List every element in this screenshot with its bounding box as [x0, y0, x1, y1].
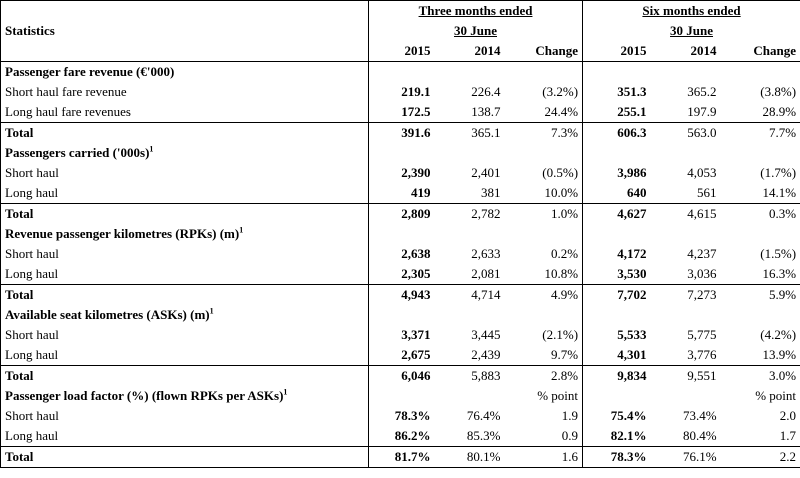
section-title-text: Passenger fare revenue (€'000)	[5, 64, 175, 79]
col-header-change: Change	[721, 41, 800, 62]
value-hc: 13.9%	[721, 345, 800, 366]
total-q14: 4,714	[435, 285, 505, 306]
empty-cell	[721, 143, 800, 163]
change-unit-note: % point	[537, 388, 579, 403]
total-row	[1, 123, 800, 144]
table-row	[1, 244, 800, 264]
total-q15: 4,943	[369, 285, 435, 306]
total-h15: 9,834	[583, 366, 651, 387]
empty-cell	[505, 224, 583, 244]
value-q15: 2,675	[369, 345, 435, 366]
three-months-header: Three months ended	[369, 1, 583, 22]
table-row	[1, 325, 800, 345]
value-h15: 4,301	[583, 345, 651, 366]
row-label: Short haul	[1, 163, 369, 183]
value-q14: 226.4	[471, 84, 501, 99]
value-hc: (1.5%)	[721, 244, 800, 264]
total-q15: 6,046	[369, 366, 435, 387]
value-hc: 2.0	[721, 406, 800, 426]
total-row	[1, 204, 800, 225]
total-label: Total	[1, 285, 369, 306]
value-q14: 138.7	[471, 104, 501, 119]
total-qc: 2.8%	[505, 366, 583, 387]
section-title-text: Passenger load factor (%) (flown RPKs per ASKs)	[5, 388, 284, 403]
col-header-2014: 2014	[474, 43, 501, 58]
empty-cell	[369, 224, 435, 244]
value-hc: (1.7%)	[721, 163, 800, 183]
total-hc: 0.3%	[721, 204, 800, 225]
section-title-text: Revenue passenger kilometres (RPKs) (m)	[5, 226, 240, 241]
total-label: Total	[1, 447, 369, 468]
value-h14: 561	[697, 185, 717, 200]
total-q15: 81.7%	[369, 447, 435, 468]
total-h15: 606.3	[583, 123, 651, 144]
table-row	[1, 163, 800, 183]
empty-cell	[435, 143, 505, 163]
total-q14: 80.1%	[435, 447, 505, 468]
empty-cell	[369, 386, 435, 406]
total-hc: 5.9%	[721, 285, 800, 306]
value-q14: 2,401	[471, 165, 501, 180]
section-title-row	[1, 62, 800, 83]
value-qc: 9.7%	[550, 347, 579, 362]
col-header-2015: 2015	[583, 41, 651, 62]
table-row	[1, 264, 800, 285]
section-title-row	[1, 224, 800, 244]
section-title-row	[1, 305, 800, 325]
empty-cell	[721, 305, 800, 325]
value-h15: 3,986	[583, 163, 651, 183]
row-label: Short haul fare revenue	[1, 82, 369, 102]
value-hc: 28.9%	[721, 102, 800, 123]
value-qc: (0.5%)	[542, 165, 579, 180]
section-title	[1, 143, 369, 163]
section-title	[1, 305, 369, 325]
total-qc: 7.3%	[505, 123, 583, 144]
total-label: Total	[1, 123, 369, 144]
value-hc: 1.7	[721, 426, 800, 447]
footnote-marker: 1	[149, 144, 154, 154]
value-qc: (3.2%)	[542, 84, 579, 99]
row-label: Long haul	[1, 264, 369, 285]
empty-cell	[583, 224, 651, 244]
total-q14: 365.1	[435, 123, 505, 144]
six-months-header: Six months ended	[583, 1, 800, 22]
value-hc: (4.2%)	[721, 325, 800, 345]
table-row	[1, 345, 800, 366]
row-label: Short haul	[1, 244, 369, 264]
value-q15: 3,371	[369, 325, 435, 345]
value-h14: 5,775	[687, 327, 717, 342]
value-q14: 381	[481, 185, 501, 200]
total-h14: 7,273	[651, 285, 721, 306]
total-qc: 1.6	[505, 447, 583, 468]
total-hc: 2.2	[721, 447, 800, 468]
value-h15: 5,533	[583, 325, 651, 345]
value-q15: 2,390	[369, 163, 435, 183]
value-hc: (3.8%)	[721, 82, 800, 102]
empty-cell	[369, 305, 435, 325]
total-qc: 4.9%	[505, 285, 583, 306]
empty-cell	[651, 62, 721, 83]
empty-cell	[369, 62, 435, 83]
section-title-row	[1, 386, 800, 406]
footnote-marker: 1	[209, 306, 214, 316]
statistics-header: Statistics	[1, 1, 369, 62]
total-h15: 4,627	[583, 204, 651, 225]
total-q14: 5,883	[435, 366, 505, 387]
section-title	[1, 62, 369, 83]
value-qc: 0.2%	[550, 246, 579, 261]
six-months-subheader: 30 June	[583, 21, 800, 41]
total-h14: 563.0	[651, 123, 721, 144]
value-q15: 419	[369, 183, 435, 204]
value-h15: 351.3	[583, 82, 651, 102]
table-body	[1, 62, 800, 468]
value-q15: 78.3%	[369, 406, 435, 426]
total-h15: 78.3%	[583, 447, 651, 468]
value-hc: 16.3%	[721, 264, 800, 285]
value-h15: 640	[583, 183, 651, 204]
empty-cell	[583, 62, 651, 83]
empty-cell	[651, 143, 721, 163]
section-title	[1, 386, 369, 406]
change-unit-note: % point	[721, 386, 800, 406]
total-q15: 2,809	[369, 204, 435, 225]
value-h14: 3,036	[687, 266, 717, 281]
value-qc: 24.4%	[544, 104, 579, 119]
table-row	[1, 426, 800, 447]
total-row	[1, 366, 800, 387]
total-label: Total	[1, 366, 369, 387]
value-q14: 2,439	[471, 347, 501, 362]
value-q15: 2,638	[369, 244, 435, 264]
empty-cell	[651, 386, 721, 406]
section-title	[1, 224, 369, 244]
three-months-subheader: 30 June	[369, 21, 583, 41]
empty-cell	[435, 224, 505, 244]
value-qc: 10.0%	[544, 185, 579, 200]
empty-cell	[369, 143, 435, 163]
empty-cell	[651, 305, 721, 325]
row-label: Short haul	[1, 325, 369, 345]
row-label: Long haul	[1, 183, 369, 204]
value-h15: 82.1%	[583, 426, 651, 447]
value-q14: 2,081	[471, 266, 501, 281]
value-q15: 219.1	[369, 82, 435, 102]
col-header-2015: 2015	[369, 41, 435, 62]
empty-cell	[435, 62, 505, 83]
value-q15: 2,305	[369, 264, 435, 285]
table-row	[1, 183, 800, 204]
total-hc: 7.7%	[721, 123, 800, 144]
col-header-2014: 2014	[690, 43, 717, 58]
total-h14: 76.1%	[651, 447, 721, 468]
section-title-row	[1, 143, 800, 163]
col-header-change: Change	[535, 43, 579, 58]
value-qc: 10.8%	[544, 266, 579, 281]
empty-cell	[505, 143, 583, 163]
total-h14: 4,615	[651, 204, 721, 225]
table-row	[1, 82, 800, 102]
footnote-marker: 1	[283, 387, 288, 397]
row-label: Long haul	[1, 426, 369, 447]
value-h14: 4,237	[687, 246, 717, 261]
total-label: Total	[1, 204, 369, 225]
total-q15: 391.6	[369, 123, 435, 144]
empty-cell	[583, 143, 651, 163]
value-qc: 0.9	[561, 428, 579, 443]
total-h15: 7,702	[583, 285, 651, 306]
value-h14: 80.4%	[682, 428, 717, 443]
row-label: Short haul	[1, 406, 369, 426]
value-h14: 365.2	[687, 84, 717, 99]
total-q14: 2,782	[435, 204, 505, 225]
value-qc: (2.1%)	[542, 327, 579, 342]
value-h14: 197.9	[687, 104, 717, 119]
value-h14: 4,053	[687, 165, 717, 180]
total-h14: 9,551	[651, 366, 721, 387]
empty-cell	[583, 305, 651, 325]
value-h14: 3,776	[687, 347, 717, 362]
value-q14: 85.3%	[466, 428, 501, 443]
total-row	[1, 447, 800, 468]
empty-cell	[721, 62, 800, 83]
empty-cell	[435, 386, 505, 406]
value-q14: 3,445	[471, 327, 501, 342]
value-q14: 76.4%	[466, 408, 501, 423]
empty-cell	[505, 305, 583, 325]
total-row	[1, 285, 800, 306]
value-hc: 14.1%	[721, 183, 800, 204]
footnote-marker: 1	[239, 225, 244, 235]
table-row	[1, 102, 800, 123]
empty-cell	[505, 62, 583, 83]
value-h15: 4,172	[583, 244, 651, 264]
value-q14: 2,633	[471, 246, 501, 261]
row-label: Long haul fare revenues	[1, 102, 369, 123]
section-title-text: Available seat kilometres (ASKs) (m)	[5, 307, 210, 322]
section-title-text: Passengers carried ('000s)	[5, 145, 150, 160]
empty-cell	[435, 305, 505, 325]
value-h15: 75.4%	[583, 406, 651, 426]
row-label: Long haul	[1, 345, 369, 366]
empty-cell	[583, 386, 651, 406]
value-h14: 73.4%	[682, 408, 717, 423]
total-qc: 1.0%	[505, 204, 583, 225]
total-hc: 3.0%	[721, 366, 800, 387]
value-qc: 1.9	[561, 408, 579, 423]
value-q15: 172.5	[369, 102, 435, 123]
empty-cell	[651, 224, 721, 244]
empty-cell	[721, 224, 800, 244]
value-h15: 3,530	[583, 264, 651, 285]
table-row	[1, 406, 800, 426]
value-h15: 255.1	[583, 102, 651, 123]
value-q15: 86.2%	[369, 426, 435, 447]
